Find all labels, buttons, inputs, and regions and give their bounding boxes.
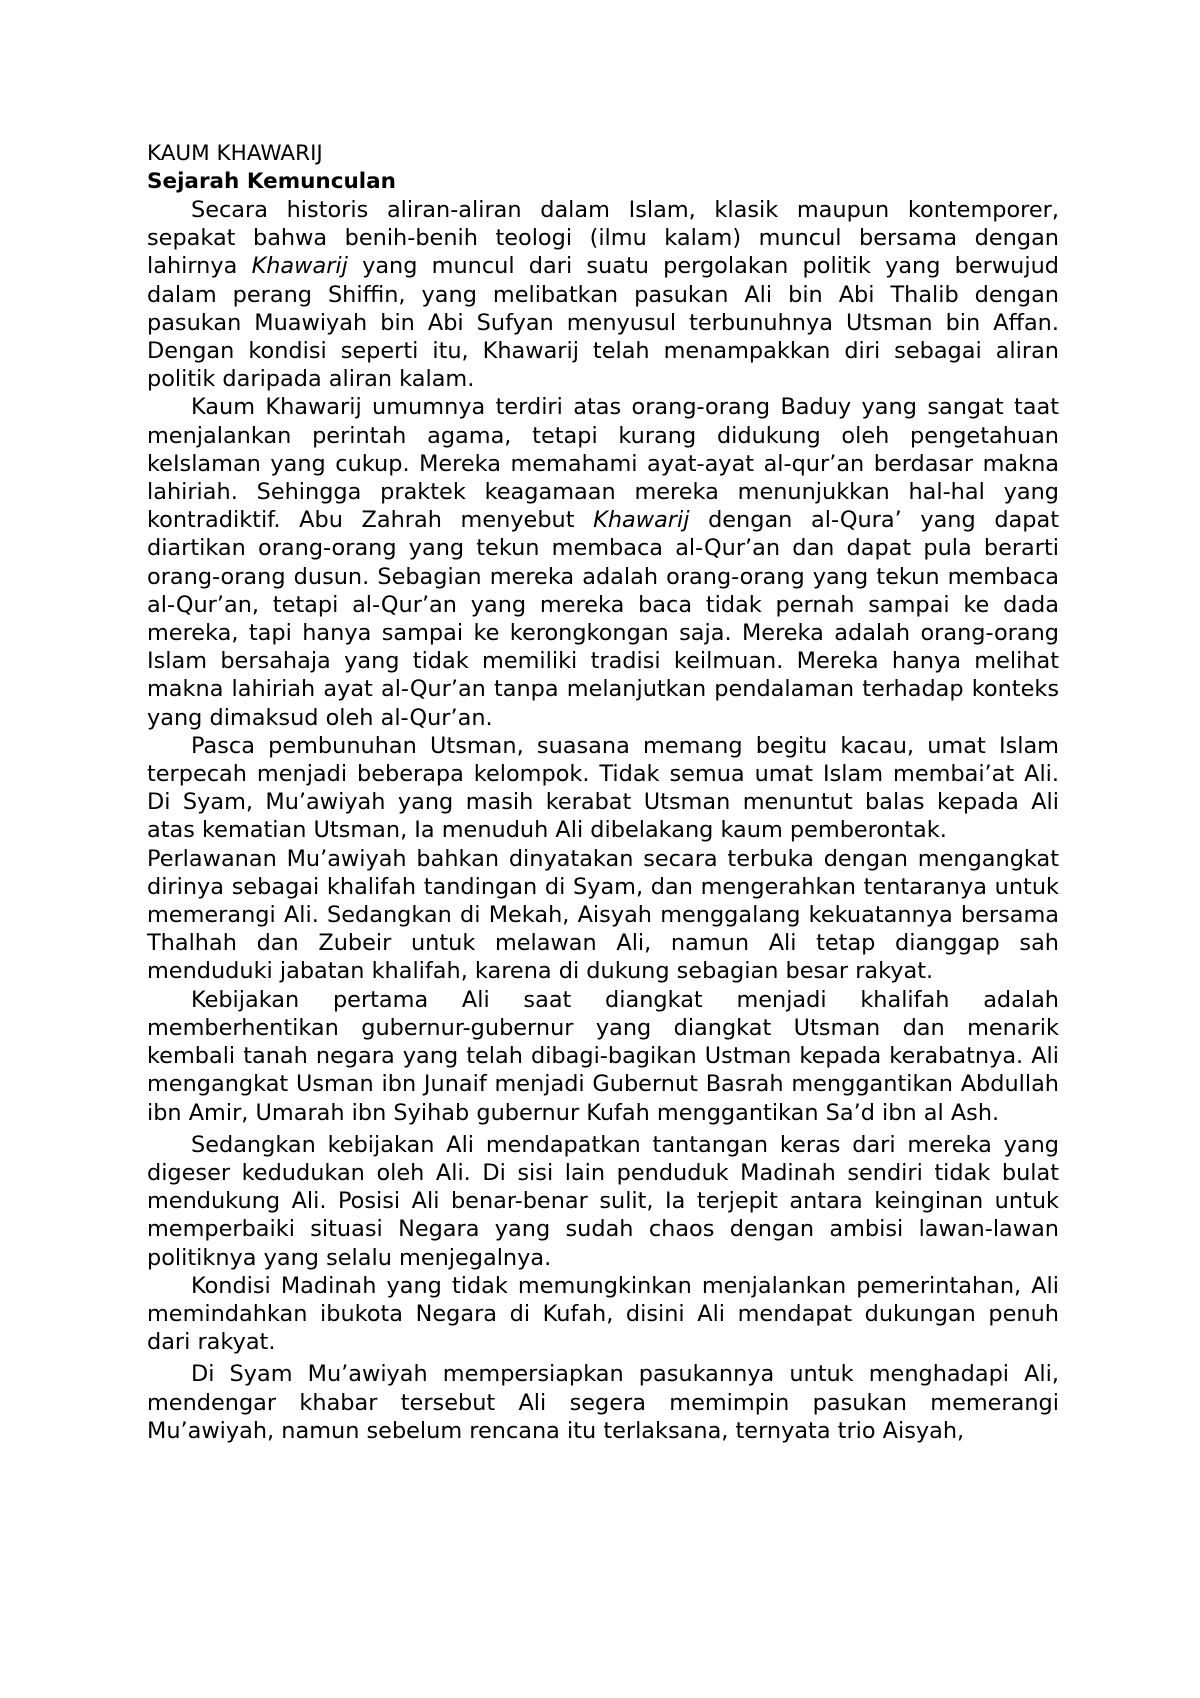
text-segment: Kondisi Madinah yang tidak memungkinkan menjalankan pemerintahan, Ali memindahkan ibukota Negara di Kufah, disini Ali mendapat dukungan penuh dari rakyat. — [147, 1272, 1059, 1356]
italic-term: Khawarij — [251, 253, 348, 280]
text-segment: yang muncul dari suatu pergolakan politik yang berwujud dalam perang Shiffin, yang melibatkan pasukan Ali bin Abi Thalib dengan pasukan Muawiyah bin Abi Sufyan menyusul terbunuhnya Utsman bin Affan. Dengan kondisi seperti itu, Khawarij telah menampakkan diri sebagai aliran politik daripada aliran kalam. — [147, 253, 1059, 393]
text-segment: Kebijakan pertama Ali saat diangkat menjadi khalifah adalah memberhentikan gubernur-gubernur yang diangkat Utsman dan menarik kembali tanah negara yang telah dibagi-bagikan Ustman kepada kerabatnya. Ali mengangkat Usman ibn Junaif menjadi Gubernut Basrah menggantikan Abdullah ibn Amir, Umarah ibn Syihab gubernur Kufah menggantikan Sa’d ibn al Ash. — [147, 986, 1059, 1126]
italic-term: Khawarij — [593, 507, 690, 534]
text-segment: Di Syam Mu’awiyah mempersiapkan pasukannya untuk menghadapi Ali, mendengar khabar tersebut Ali segera memimpin pasukan memerangi Mu’awiyah, namun sebelum rencana itu terlaksana, ternyata trio Aisyah, — [147, 1361, 1059, 1444]
body-paragraph — [147, 1131, 1059, 1272]
text-segment: Perlawanan Mu’awiyah bahkan dinyatakan secara terbuka dengan mengangkat dirinya sebagai khalifah tandingan di Syam, dan mengerahkan tentaranya untuk memerangi Ali. Sedangkan di Mekah, Aisyah menggalang kekuatannya bersama Thalhah dan Zubeir untuk melawan Ali, namun Ali tetap dianggap sah menduduki jabatan khalifah, karena di dukung sebagian besar rakyat. — [147, 845, 1059, 985]
document-page — [147, 140, 1059, 1445]
body-paragraph — [147, 393, 1059, 731]
body-paragraph — [147, 196, 1059, 393]
text-segment: Pasca pembunuhan Utsman, suasana memang begitu kacau, umat Islam terpecah menjadi beberapa kelompok. Tidak semua umat Islam membai’at Ali. Di Syam, Mu’awiyah yang masih kerabat Utsman menuntut balas kepada Ali atas kematian Utsman, Ia menuduh Ali dibelakang kaum pemberontak. — [147, 732, 1059, 844]
body-paragraph — [147, 1272, 1059, 1357]
body-paragraph — [147, 1360, 1059, 1445]
section-heading: Sejarah Kemunculan — [147, 169, 396, 194]
body-paragraph — [147, 732, 1059, 845]
text-segment: Sedangkan kebijakan Ali mendapatkan tantangan keras dari mereka yang digeser kedudukan oleh Ali. Di sisi lain penduduk Madinah sendiri tidak bulat mendukung Ali. Posisi Ali benar-benar sulit, Ia terjepit antara keinginan untuk memperbaiki situasi Negara yang sudah chaos dengan ambisi lawan-lawan politiknya yang selalu menjegalnya. — [147, 1131, 1059, 1271]
body-paragraph — [147, 845, 1059, 986]
text-segment: Kaum Khawarij umumnya terdiri atas orang-orang Baduy yang sangat taat menjalankan perintah agama, tetapi kurang didukung oleh pengetahuan keIslaman yang cukup. Mereka memahami ayat-ayat al-qur’an berdasar makna lahiriah. Sehingga praktek keagamaan mereka menunjukkan hal-hal yang kontradiktif. Abu Zahrah menyebut — [147, 394, 1059, 534]
document-title: KAUM KHAWARIJ — [147, 141, 323, 166]
document-body — [147, 196, 1059, 1445]
text-segment: dengan al-Qura’ yang dapat diartikan orang-orang yang tekun membaca al-Qur’an dan dapat pula berarti orang-orang dusun. Sebagian mereka adalah orang-orang yang tekun membaca al-Qur’an, tetapi al-Qur’an yang mereka baca tidak pernah sampai ke dada mereka, tapi hanya sampai ke kerongkongan saja. Mereka adalah orang-orang Islam bersahaja yang tidak memiliki tradisi keilmuan. Mereka hanya melihat makna lahiriah ayat al-Qur’an tanpa melanjutkan pendalaman terhadap konteks yang dimaksud oleh al-Qur’an. — [147, 507, 1059, 731]
text-segment: Secara historis aliran-aliran dalam Islam, klasik maupun kontemporer, sepakat bahwa benih-benih teologi (ilmu kalam) muncul bersama dengan lahirnya — [147, 197, 1059, 280]
body-paragraph — [147, 986, 1059, 1127]
